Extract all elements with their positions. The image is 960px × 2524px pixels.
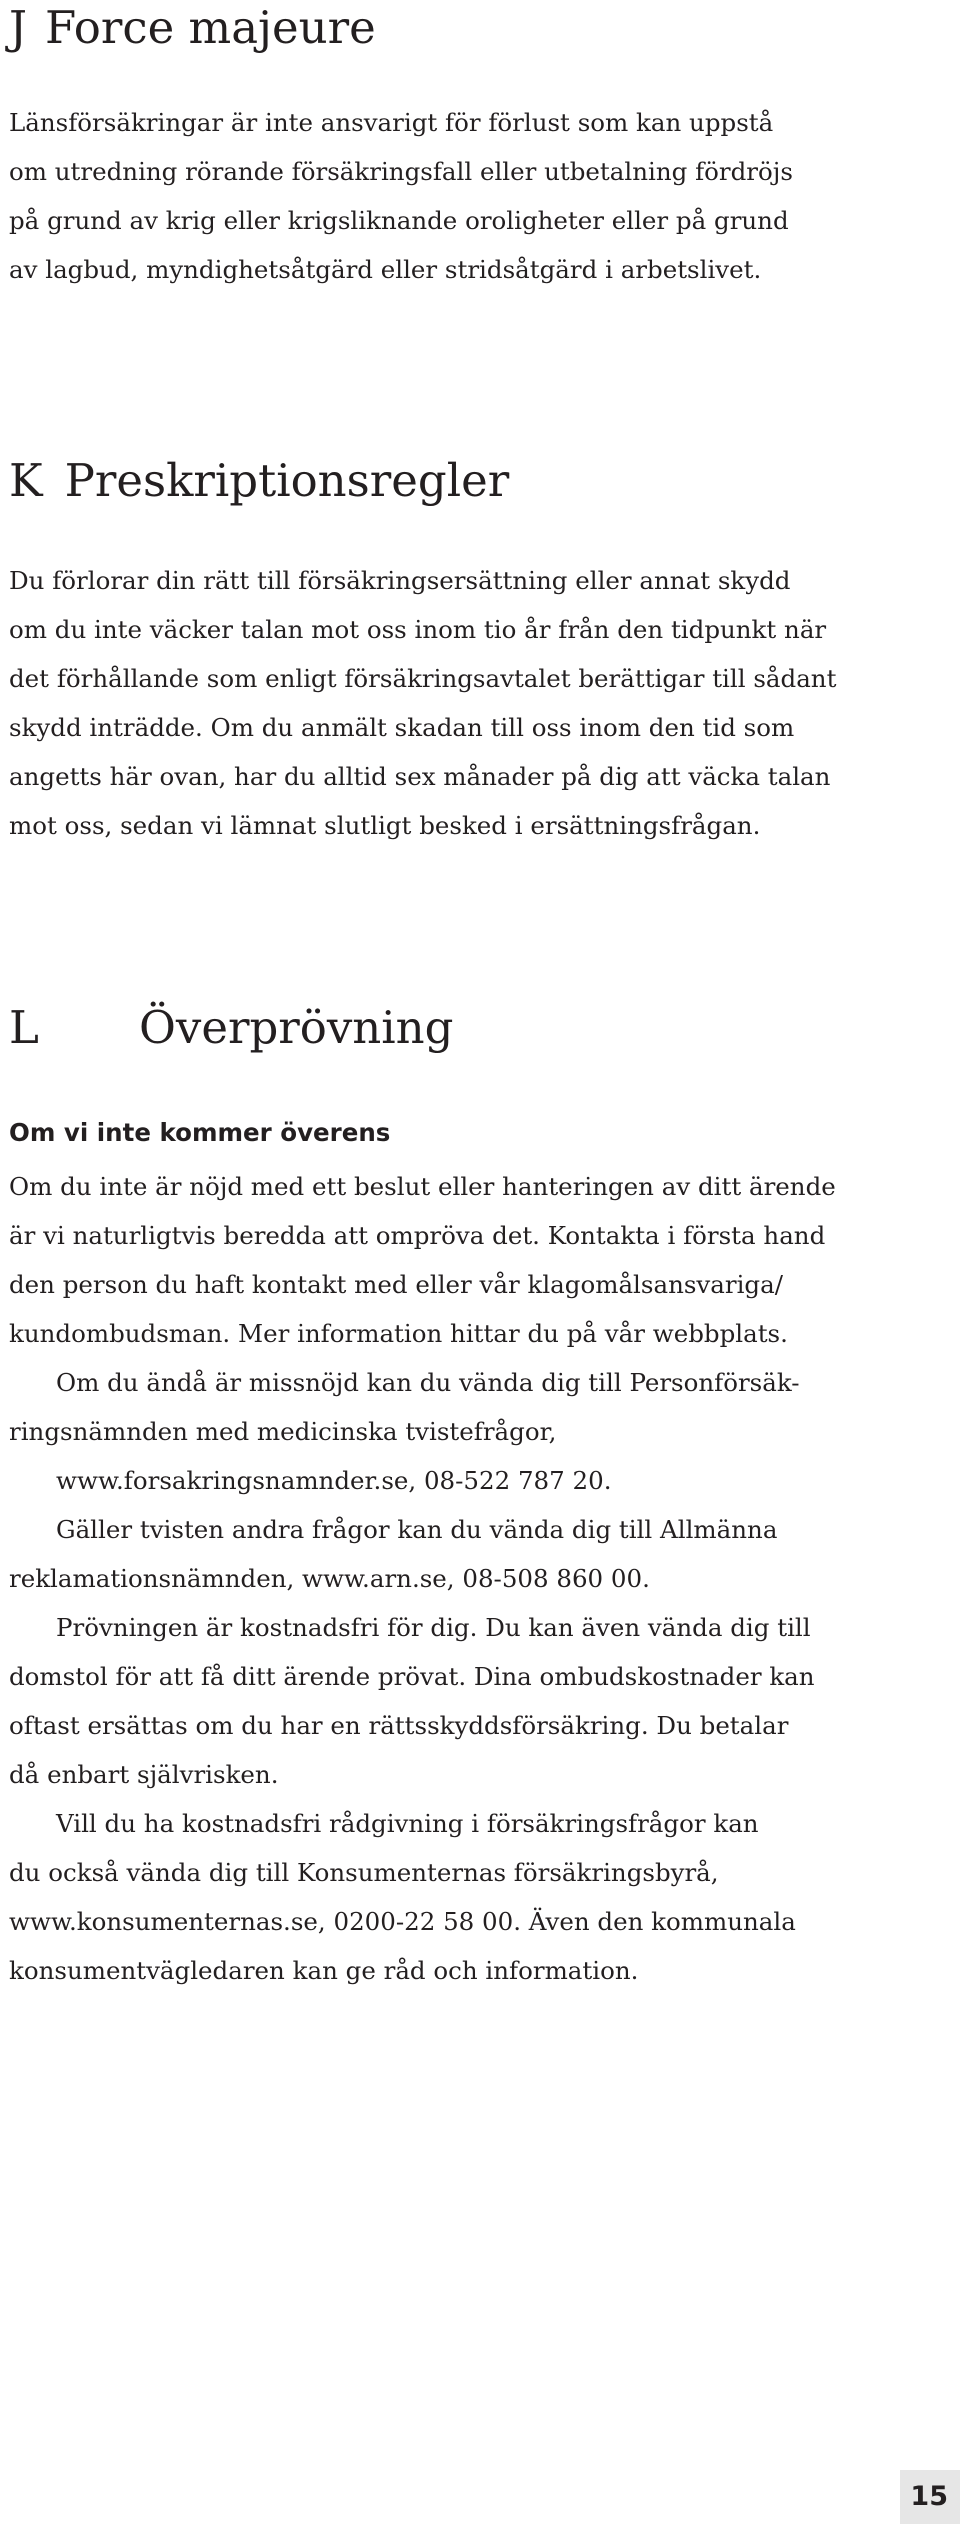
- section-letter: J: [9, 1, 28, 54]
- body-line: angetts här ovan, har du alltid sex månader på dig att väcka talan: [9, 762, 831, 791]
- body-line: Om du inte är nöjd med ett beslut eller hanteringen av ditt ärende: [9, 1172, 836, 1201]
- body-line: om du inte väcker talan mot oss inom tio år från den tidpunkt när: [9, 615, 827, 644]
- section-body-force-majeure: [9, 98, 909, 294]
- body-line: det förhållande som enligt försäkringsavtalet berättigar till sådant: [9, 664, 837, 693]
- body-line: Du förlorar din rätt till försäkringsersättning eller annat skydd: [9, 566, 791, 595]
- body-line: på grund av krig eller krigsliknande oroligheter eller på grund: [9, 206, 789, 235]
- body-line: om utredning rörande försäkringsfall eller utbetalning fördröjs: [9, 157, 793, 186]
- body-line: Länsförsäkringar är inte ansvarigt för förlust som kan uppstå: [9, 108, 774, 137]
- body-line: skydd inträdde. Om du anmält skadan till oss inom den tid som: [9, 713, 795, 742]
- body-line: www.konsumenternas.se, 0200-22 58 00. Även den kommunala: [9, 1907, 796, 1936]
- body-line: domstol för att få ditt ärende prövat. Dina ombudskostnader kan: [9, 1662, 815, 1691]
- body-line: konsumentvägledaren kan ge råd och information.: [9, 1956, 639, 1985]
- body-line: då enbart självrisken.: [9, 1760, 279, 1789]
- subheading-om-vi-inte-kommer-overens: Om vi inte kommer överens: [9, 1118, 391, 1147]
- body-line: ringsnämnden med medicinska tvistefrågor,: [9, 1417, 557, 1446]
- section-heading-preskriptionsregler: [9, 453, 509, 509]
- body-line: Vill du ha kostnadsfri rådgivning i försäkringsfrågor kan: [56, 1809, 759, 1838]
- body-line: kundombudsman. Mer information hittar du på vår webbplats.: [9, 1319, 788, 1348]
- section-body-preskriptionsregler: [9, 556, 909, 850]
- body-line: av lagbud, myndighetsåtgärd eller stridsåtgärd i arbetslivet.: [9, 255, 762, 284]
- body-line: Gäller tvisten andra frågor kan du vända dig till Allmänna: [56, 1515, 778, 1544]
- section-letter: K: [9, 454, 43, 507]
- body-line: du också vända dig till Konsumenternas försäkringsbyrå,: [9, 1858, 719, 1887]
- section-body-overprovning: [9, 1162, 909, 1995]
- page-number-tab: [900, 2470, 960, 2524]
- body-line: Om du ändå är missnöjd kan du vända dig till Personförsäk-: [56, 1368, 800, 1397]
- body-line: mot oss, sedan vi lämnat slutligt besked i ersättningsfrågan.: [9, 811, 761, 840]
- body-line: reklamationsnämnden, www.arn.se, 08-508 860 00.: [9, 1564, 650, 1593]
- section-heading-overprovning: [9, 1000, 453, 1056]
- body-line: är vi naturligtvis beredda att ompröva det. Kontakta i första hand: [9, 1221, 826, 1250]
- body-line: Prövningen är kostnadsfri för dig. Du kan även vända dig till: [56, 1613, 811, 1642]
- body-line: oftast ersättas om du har en rättsskyddsförsäkring. Du betalar: [9, 1711, 789, 1740]
- section-title: Överprövning: [139, 1001, 454, 1054]
- section-title: Preskriptionsregler: [64, 454, 510, 507]
- body-line: www.forsakringsnamnder.se, 08-522 787 20.: [56, 1466, 612, 1495]
- body-line: den person du haft kontakt med eller vår klagomålsansvariga/: [9, 1270, 783, 1299]
- page-number: 15: [910, 2481, 948, 2512]
- section-heading-force-majeure: [9, 0, 376, 56]
- section-letter: L: [9, 1001, 39, 1054]
- section-title: Force majeure: [45, 1, 376, 54]
